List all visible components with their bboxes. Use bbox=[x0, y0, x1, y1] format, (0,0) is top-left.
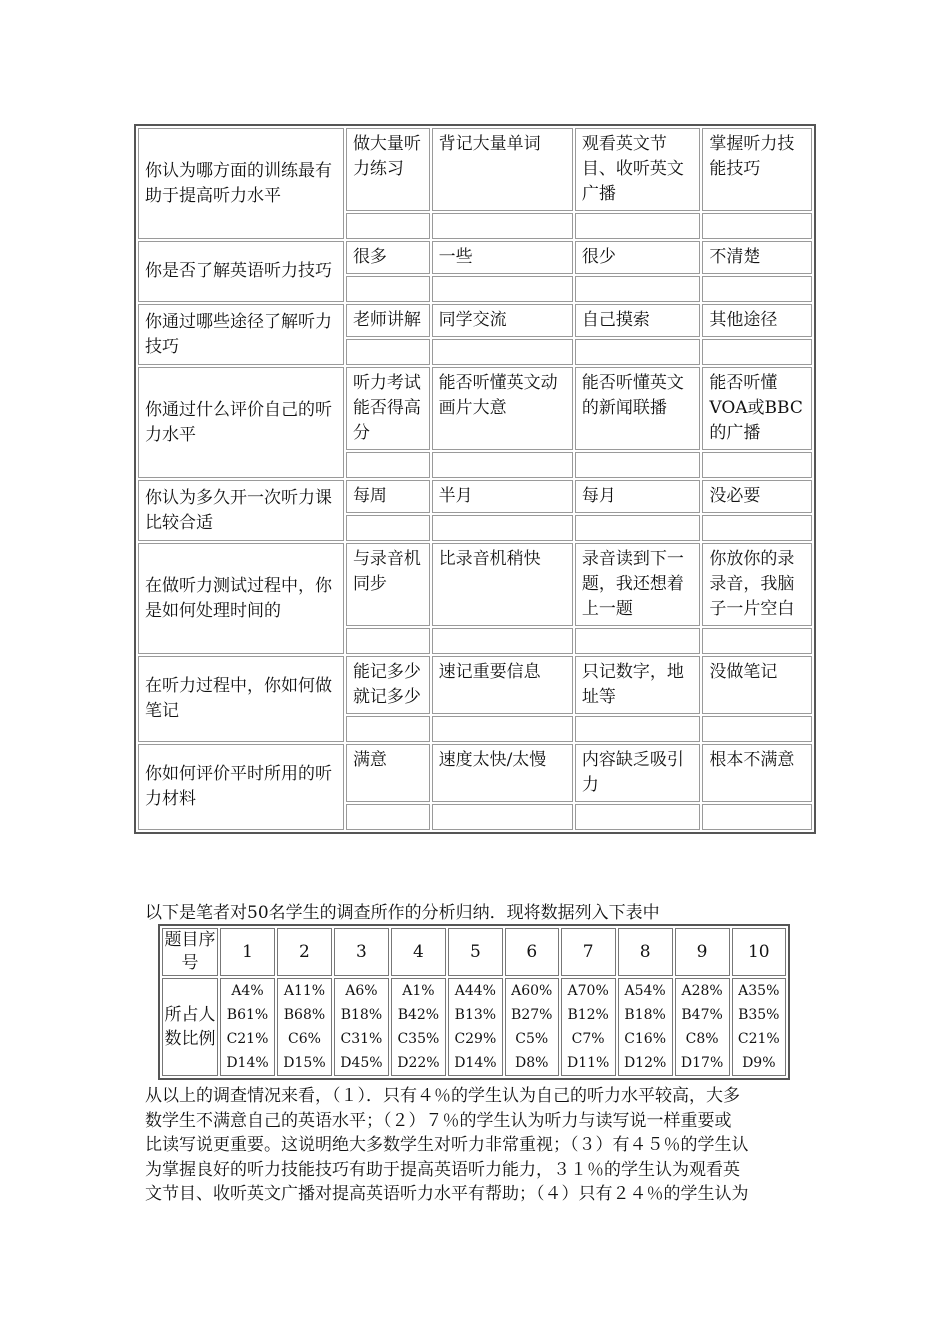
survey-option: 你放你的录录音，我脑子一片空白 bbox=[702, 543, 812, 626]
stats-question-number: 2 bbox=[277, 928, 332, 976]
survey-option: 每周 bbox=[346, 480, 430, 513]
stats-percent-value: A60% bbox=[511, 983, 553, 999]
stats-percent-value: D15% bbox=[283, 1055, 326, 1071]
survey-row bbox=[138, 304, 812, 337]
survey-answer-cell bbox=[346, 716, 430, 742]
stats-percent-cell bbox=[448, 978, 503, 1076]
survey-answer-cell bbox=[346, 452, 430, 478]
survey-option: 很多 bbox=[346, 241, 430, 274]
survey-answer-cell bbox=[575, 804, 700, 830]
survey-option: 一些 bbox=[432, 241, 573, 274]
survey-answer-cell bbox=[432, 213, 573, 239]
survey-option: 内容缺乏吸引力 bbox=[575, 744, 700, 802]
stats-percent-value: C8% bbox=[685, 1031, 719, 1047]
stats-percent-value: A70% bbox=[567, 983, 609, 999]
survey-answer-cell bbox=[575, 276, 700, 302]
stats-percent-value: D8% bbox=[515, 1055, 549, 1071]
stats-percent-cell bbox=[675, 978, 730, 1076]
survey-answer-cell bbox=[432, 515, 573, 541]
survey-option: 没做笔记 bbox=[702, 656, 812, 714]
survey-answer-cell bbox=[702, 339, 812, 365]
summary-line: 从以上的调查情况来看，（１）．只有４％的学生认为自己的听力水平较高，大多 bbox=[145, 1086, 740, 1106]
stats-question-number: 5 bbox=[448, 928, 503, 976]
stats-percent-value: A54% bbox=[624, 983, 666, 999]
survey-answer-cell bbox=[575, 339, 700, 365]
survey-answer-cell bbox=[346, 213, 430, 239]
survey-option: 与录音机同步 bbox=[346, 543, 430, 626]
survey-option: 掌握听力技能技巧 bbox=[702, 128, 812, 211]
summary-line: 数学生不满意自己的英语水平；（２）７％的学生认为听力与读写说一样重要或 bbox=[145, 1110, 732, 1131]
stats-percent-value: D17% bbox=[680, 1055, 724, 1071]
survey-option: 自己摸索 bbox=[575, 304, 700, 337]
survey-option: 其他途径 bbox=[702, 304, 812, 337]
stats-percent-value: A11% bbox=[283, 983, 326, 999]
stats-percent-value: B13% bbox=[454, 1007, 497, 1023]
stats-percent-value: B18% bbox=[340, 1007, 383, 1023]
stats-percent-value: D9% bbox=[742, 1055, 776, 1071]
survey-question: 在做听力测试过程中，你是如何处理时间的 bbox=[138, 543, 344, 654]
stats-percent-value: A44% bbox=[454, 983, 496, 999]
survey-answer-cell bbox=[346, 515, 430, 541]
survey-option: 同学交流 bbox=[432, 304, 573, 337]
stats-percent-value: A35% bbox=[738, 983, 780, 999]
stats-percent-value: B27% bbox=[511, 1007, 553, 1023]
stats-percent-value: D45% bbox=[340, 1055, 383, 1071]
stats-percent-value: B47% bbox=[681, 1007, 723, 1023]
survey-question: 你认为多久开一次听力课比较合适 bbox=[138, 480, 344, 541]
survey-option: 不清楚 bbox=[702, 241, 812, 274]
survey-row bbox=[138, 241, 812, 274]
stats-percent-value: D11% bbox=[566, 1055, 610, 1071]
survey-row bbox=[138, 128, 812, 211]
survey-option: 听力考试能否得高分 bbox=[346, 367, 430, 450]
stats-row-label: 所占人数比例 bbox=[162, 978, 218, 1076]
stats-percent-value: C6% bbox=[287, 1031, 321, 1047]
survey-answer-cell bbox=[702, 213, 812, 239]
survey-answer-cell bbox=[575, 716, 700, 742]
survey-answer-cell bbox=[575, 452, 700, 478]
survey-answer-cell bbox=[432, 452, 573, 478]
stats-percent-value: B61% bbox=[226, 1007, 269, 1023]
stats-percent-value: B12% bbox=[567, 1007, 609, 1023]
survey-answer-cell bbox=[346, 276, 430, 302]
survey-answer-cell bbox=[702, 515, 812, 541]
stats-percent-value: D14% bbox=[226, 1055, 269, 1071]
stats-question-number: 8 bbox=[618, 928, 673, 976]
survey-option: 能记多少就记多少 bbox=[346, 656, 430, 714]
stats-question-number: 7 bbox=[561, 928, 616, 976]
stats-question-number: 10 bbox=[732, 928, 786, 976]
survey-table bbox=[134, 124, 816, 834]
survey-answer-cell bbox=[702, 276, 812, 302]
survey-answer-cell bbox=[702, 716, 812, 742]
survey-option: 半月 bbox=[432, 480, 573, 513]
survey-option: 速记重要信息 bbox=[432, 656, 573, 714]
stats-header-row bbox=[162, 928, 786, 976]
survey-question: 你认为哪方面的训练最有助于提高听力水平 bbox=[138, 128, 344, 239]
stats-percent-cell bbox=[505, 978, 559, 1076]
survey-answer-cell bbox=[575, 515, 700, 541]
survey-row bbox=[138, 744, 812, 802]
stats-percent-value: A28% bbox=[681, 983, 723, 999]
survey-answer-cell bbox=[432, 628, 573, 654]
survey-option: 根本不满意 bbox=[702, 744, 812, 802]
survey-answer-cell bbox=[432, 276, 573, 302]
stats-percent-value: B35% bbox=[738, 1007, 780, 1023]
survey-answer-cell bbox=[575, 628, 700, 654]
survey-option: 很少 bbox=[575, 241, 700, 274]
survey-option: 录音读到下一题，我还想着上一题 bbox=[575, 543, 700, 626]
survey-row bbox=[138, 543, 812, 626]
survey-option: 每月 bbox=[575, 480, 700, 513]
survey-answer-cell bbox=[432, 339, 573, 365]
survey-question: 你是否了解英语听力技巧 bbox=[138, 241, 344, 302]
summary-line: 比读写说更重要。这说明绝大多数学生对听力非常重视；（３）有４５％的学生认 bbox=[145, 1135, 749, 1155]
stats-percent-value: C16% bbox=[624, 1031, 667, 1047]
stats-percent-value: B68% bbox=[283, 1007, 326, 1023]
stats-percent-value: C35% bbox=[397, 1031, 440, 1047]
stats-percent-cell bbox=[561, 978, 616, 1076]
stats-percent-value: C7% bbox=[571, 1031, 605, 1047]
stats-percent-cell bbox=[391, 978, 446, 1076]
summary-line: 为掌握良好的听力技能技巧有助于提高英语听力能力，３１％的学生认为观看英 bbox=[145, 1159, 740, 1180]
stats-question-number: 6 bbox=[505, 928, 559, 976]
survey-option: 能否听懂英文的新闻联播 bbox=[575, 367, 700, 450]
survey-option: 比录音机稍快 bbox=[432, 543, 573, 626]
survey-option: 只记数字，地址等 bbox=[575, 656, 700, 714]
stats-percent-value: A6% bbox=[345, 983, 378, 999]
stats-percent-value: C5% bbox=[515, 1031, 549, 1047]
stats-percent-value: C29% bbox=[454, 1031, 497, 1047]
stats-percent-value: D12% bbox=[623, 1055, 667, 1071]
survey-answer-cell bbox=[346, 339, 430, 365]
stats-question-number: 4 bbox=[391, 928, 446, 976]
stats-table bbox=[158, 924, 790, 1080]
summary-paragraph bbox=[145, 1084, 813, 1207]
survey-option: 没必要 bbox=[702, 480, 812, 513]
stats-percent-cell bbox=[277, 978, 332, 1076]
stats-percent-value: A1% bbox=[402, 983, 435, 999]
survey-question: 你通过哪些途径了解听力技巧 bbox=[138, 304, 344, 365]
survey-answer-cell bbox=[432, 804, 573, 830]
survey-question: 在听力过程中，你如何做笔记 bbox=[138, 656, 344, 742]
stats-header-label: 题目序号 bbox=[162, 928, 218, 976]
stats-percent-value: B18% bbox=[624, 1007, 666, 1023]
survey-answer-cell bbox=[702, 804, 812, 830]
stats-percent-cell bbox=[334, 978, 389, 1076]
stats-percent-cell bbox=[732, 978, 786, 1076]
survey-answer-cell bbox=[346, 804, 430, 830]
survey-row bbox=[138, 656, 812, 714]
survey-answer-cell bbox=[346, 628, 430, 654]
stats-percent-value: B42% bbox=[397, 1007, 440, 1023]
survey-question: 你通过什么评价自己的听力水平 bbox=[138, 367, 344, 478]
summary-line: 文节目、收听英文广播对提高英语听力水平有帮助；（４）只有２４％的学生认为 bbox=[145, 1184, 749, 1204]
survey-option: 老师讲解 bbox=[346, 304, 430, 337]
stats-question-number: 9 bbox=[675, 928, 730, 976]
stats-percent-value: D14% bbox=[454, 1055, 497, 1071]
survey-answer-cell bbox=[702, 452, 812, 478]
survey-option: 观看英文节目、收听英文广播 bbox=[575, 128, 700, 211]
stats-percent-row bbox=[162, 978, 786, 1076]
stats-percent-cell bbox=[618, 978, 673, 1076]
survey-answer-cell bbox=[432, 716, 573, 742]
survey-question: 你如何评价平时所用的听力材料 bbox=[138, 744, 344, 830]
stats-percent-value: C31% bbox=[340, 1031, 383, 1047]
survey-row bbox=[138, 480, 812, 513]
survey-answer-cell bbox=[575, 213, 700, 239]
survey-option: 背记大量单词 bbox=[432, 128, 573, 211]
stats-percent-value: C21% bbox=[737, 1031, 780, 1047]
survey-option: 满意 bbox=[346, 744, 430, 802]
survey-option: 做大量听力练习 bbox=[346, 128, 430, 211]
stats-question-number: 3 bbox=[334, 928, 389, 976]
stats-percent-value: D22% bbox=[397, 1055, 440, 1071]
survey-option: 速度太快/太慢 bbox=[432, 744, 573, 802]
stats-percent-cell bbox=[220, 978, 275, 1076]
stats-percent-value: A4% bbox=[231, 983, 264, 999]
stats-percent-value: C21% bbox=[226, 1031, 269, 1047]
survey-answer-cell bbox=[702, 628, 812, 654]
survey-option: 能否听懂英文动画片大意 bbox=[432, 367, 573, 450]
stats-question-number: 1 bbox=[220, 928, 275, 976]
intro-text: 以下是笔者对50名学生的调查所作的分析归纳．现将数据列入下表中 bbox=[145, 903, 660, 923]
survey-option: 能否听懂VOA或BBC的广播 bbox=[702, 367, 812, 450]
survey-row bbox=[138, 367, 812, 450]
